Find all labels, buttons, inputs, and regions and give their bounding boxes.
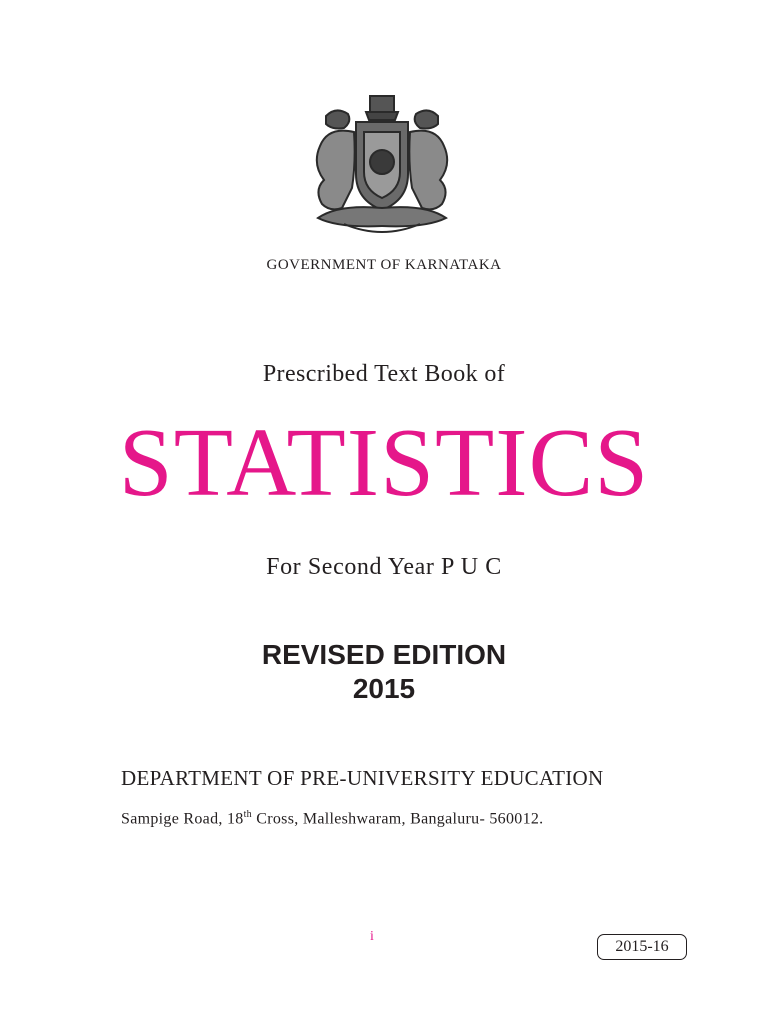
book-title: STATISTICS — [118, 409, 650, 516]
department-address — [121, 809, 543, 828]
address-superscript: th — [243, 809, 252, 820]
address-part-2: Cross, Malleshwaram, Bangaluru- 560012. — [251, 810, 544, 828]
government-heading: GOVERNMENT OF KARNATAKA — [266, 257, 502, 273]
karnataka-emblem-icon — [304, 92, 460, 244]
page-number: i — [370, 929, 374, 944]
address-part-1: Sampige Road, 18 — [121, 810, 244, 828]
department-name: DEPARTMENT OF PRE-UNIVERSITY EDUCATION — [121, 766, 604, 790]
edition-block — [0, 638, 768, 706]
prescribed-text: Prescribed Text Book of — [262, 361, 506, 387]
course-year: For Second Year P U C — [266, 554, 502, 580]
edition-label: REVISED EDITION — [261, 639, 507, 670]
academic-year-badge: 2015-16 — [597, 934, 687, 960]
edition-year: 2015 — [352, 673, 416, 704]
